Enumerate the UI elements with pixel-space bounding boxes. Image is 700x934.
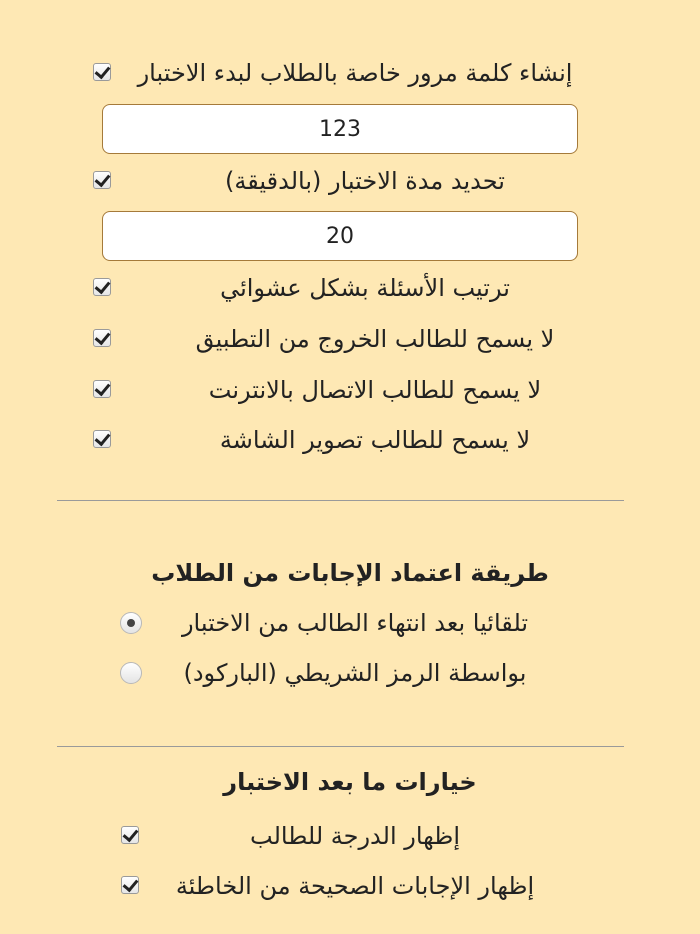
- duration-input[interactable]: [102, 211, 578, 261]
- no-exit-app-checkbox[interactable]: [93, 329, 111, 347]
- show-answers-label: إظهار الإجابات الصحيحة من الخاطئة: [175, 872, 535, 900]
- show-grade-option[interactable]: [0, 814, 700, 858]
- show-answers-checkbox[interactable]: [121, 876, 139, 894]
- answer-method-option-barcode[interactable]: [0, 651, 700, 695]
- no-internet-option[interactable]: [0, 368, 700, 412]
- no-internet-label: لا يسمح للطالب الاتصال بالانترنت: [208, 376, 542, 404]
- password-option-label: إنشاء كلمة مرور خاصة بالطلاب لبدء الاختبار: [137, 59, 573, 87]
- duration-checkbox[interactable]: [93, 171, 111, 189]
- post-exam-title: خيارات ما بعد الاختبار: [223, 768, 477, 796]
- no-screenshot-option[interactable]: [0, 418, 700, 462]
- password-option[interactable]: [0, 51, 700, 95]
- duration-option[interactable]: [0, 159, 700, 203]
- answer-method-auto-radio[interactable]: [120, 612, 142, 634]
- show-answers-option[interactable]: [0, 864, 700, 908]
- section-divider: [57, 500, 624, 501]
- random-order-checkbox[interactable]: [93, 278, 111, 296]
- password-input[interactable]: [102, 104, 578, 154]
- answer-method-barcode-label: بواسطة الرمز الشريطي (الباركود): [183, 659, 527, 687]
- show-grade-label: إظهار الدرجة للطالب: [250, 822, 460, 850]
- random-order-label: ترتيب الأسئلة بشكل عشوائي: [220, 274, 510, 302]
- section-divider: [57, 746, 624, 747]
- random-order-option[interactable]: [0, 266, 700, 310]
- duration-option-label: تحديد مدة الاختبار (بالدقيقة): [225, 167, 505, 195]
- answer-method-auto-label: تلقائيا بعد انتهاء الطالب من الاختبار: [181, 609, 529, 637]
- no-screenshot-label: لا يسمح للطالب تصوير الشاشة: [219, 426, 531, 454]
- answer-method-title: طريقة اعتماد الإجابات من الطلاب: [151, 559, 549, 587]
- no-internet-checkbox[interactable]: [93, 380, 111, 398]
- answer-method-barcode-radio[interactable]: [120, 662, 142, 684]
- no-exit-app-option[interactable]: [0, 317, 700, 361]
- answer-method-option-auto[interactable]: [0, 601, 700, 645]
- no-exit-app-label: لا يسمح للطالب الخروج من التطبيق: [195, 325, 555, 353]
- no-screenshot-checkbox[interactable]: [93, 430, 111, 448]
- password-checkbox[interactable]: [93, 63, 111, 81]
- show-grade-checkbox[interactable]: [121, 826, 139, 844]
